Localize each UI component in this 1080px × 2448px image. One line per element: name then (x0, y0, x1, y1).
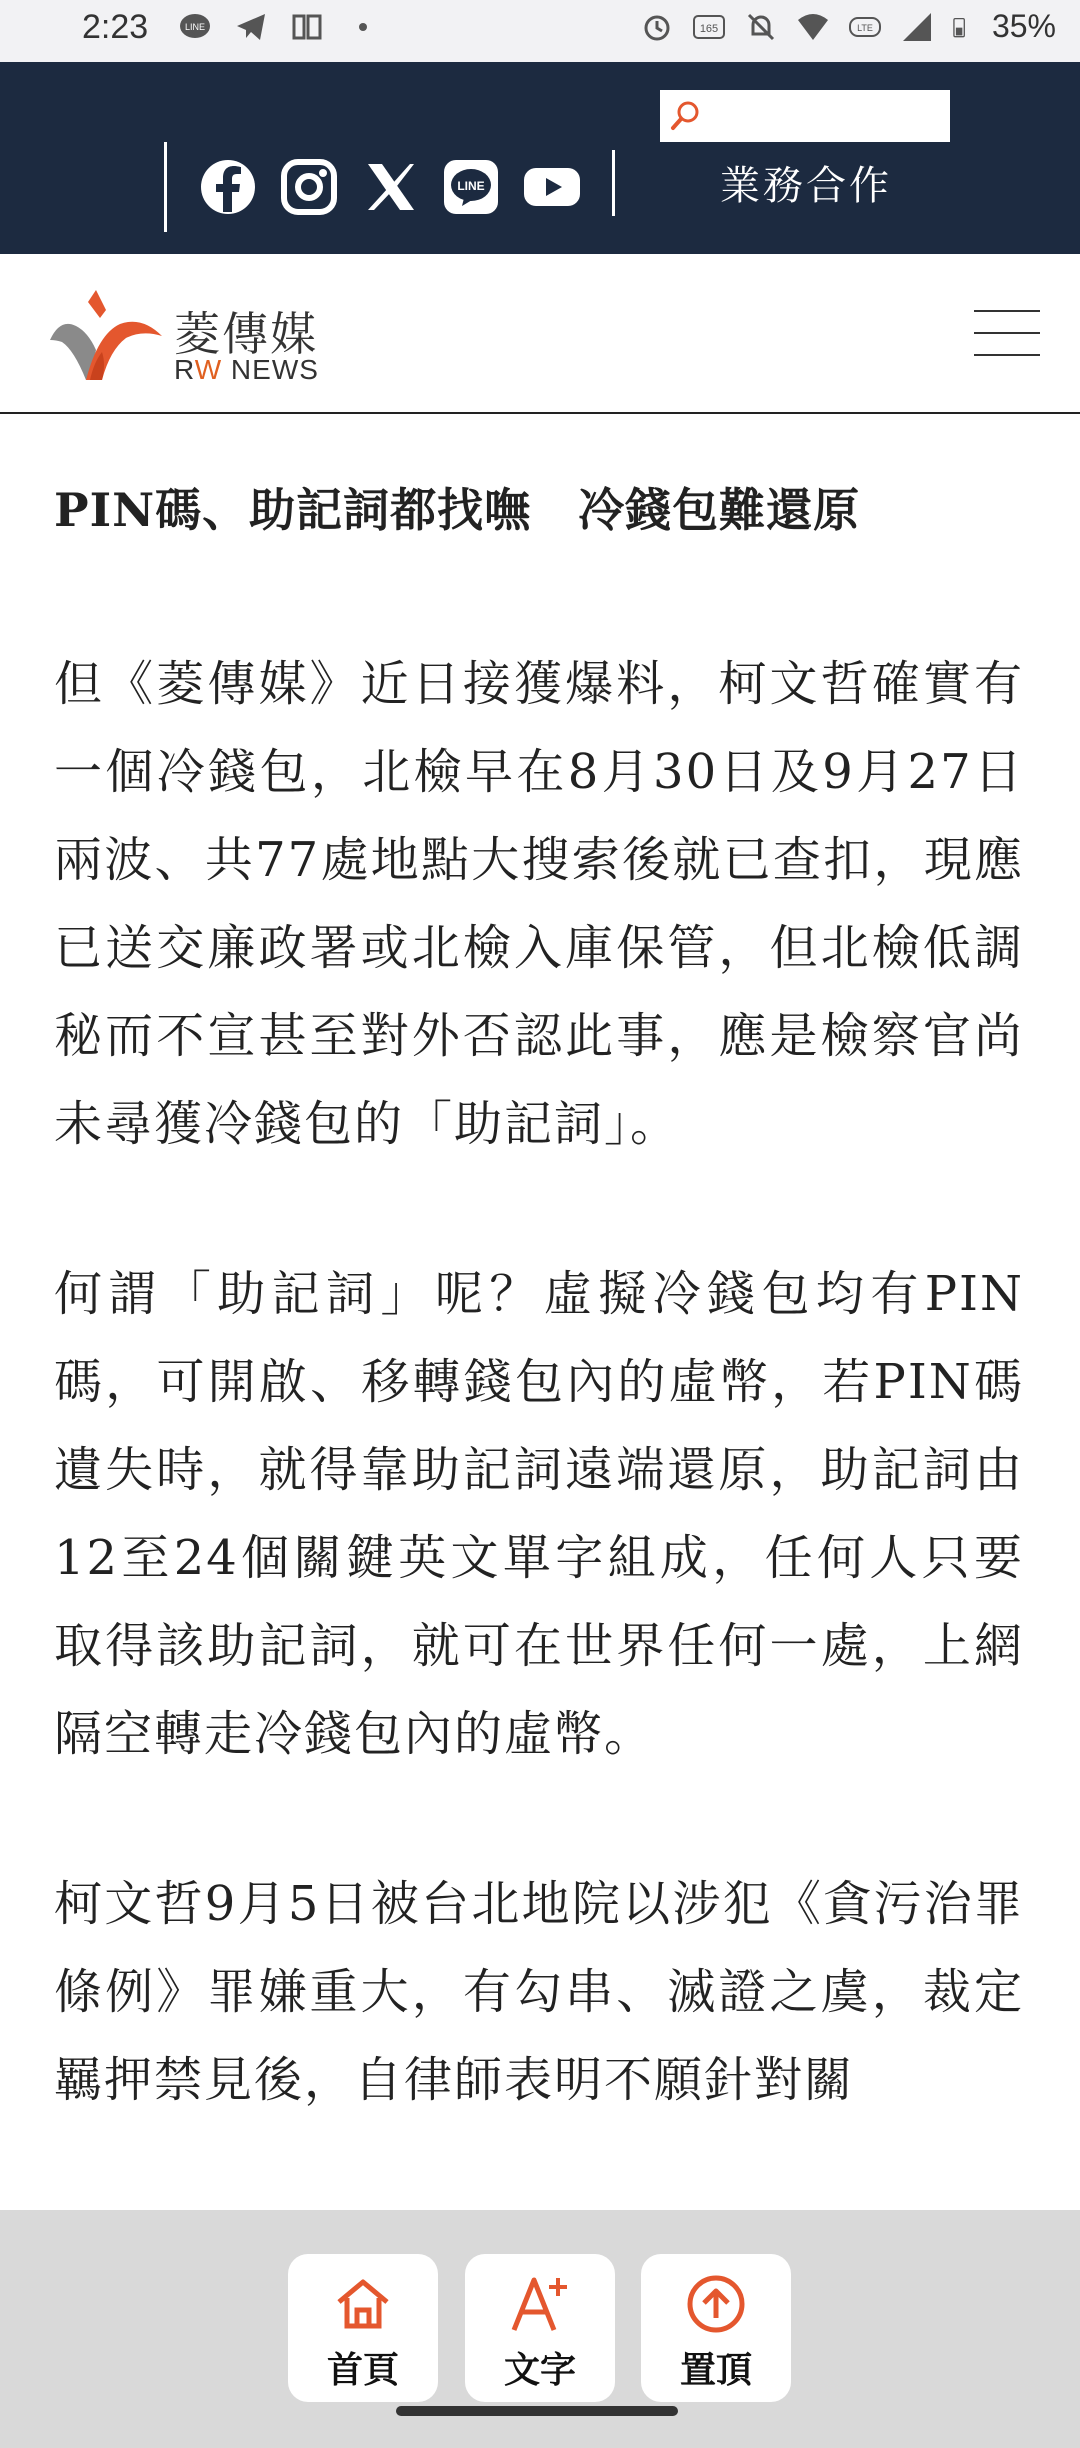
gesture-handle (396, 2406, 678, 2416)
battery-icon (952, 10, 974, 44)
svg-text:LINE: LINE (457, 179, 485, 193)
alarm-icon (640, 10, 674, 44)
back-to-top-label: 置頂 (679, 2350, 752, 2391)
article-paragraph: 何謂「助記詞」呢？虛擬冷錢包均有PIN碼，可開啟、移轉錢包內的虛幣，若PIN碼遺失時，就得靠助記詞遠端還原，助記詞由12至24個關鍵英文單字組成，任何人只要取得該助記詞，就可在世界任何一處，上網隔空轉走冷錢包內的虛幣。 (54, 1266, 1024, 1762)
article-subheading: PIN碼、助記詞都找嘸 冷錢包難還原 (54, 483, 861, 537)
logo-chinese: 菱傳媒 (174, 307, 318, 361)
youtube-icon (522, 164, 582, 210)
divider (164, 142, 167, 232)
rwnews-logo-icon (46, 280, 166, 390)
divider (612, 150, 615, 216)
dot-icon (346, 10, 380, 44)
logo-en-suffix: NEWS (222, 354, 319, 385)
svg-text:LTE: LTE (857, 22, 873, 33)
wifi-icon (796, 10, 830, 44)
logo-en-prefix: R (174, 354, 195, 385)
site-nav (0, 254, 1080, 414)
home-icon (331, 2272, 395, 2336)
status-bar (0, 0, 1080, 62)
logo-en-w: W (194, 354, 223, 385)
facebook-icon (199, 158, 257, 216)
font-size-button[interactable] (465, 2254, 615, 2402)
x-link[interactable] (360, 156, 422, 218)
hz-icon (692, 10, 726, 44)
facebook-link[interactable] (197, 156, 259, 218)
back-to-top-button[interactable] (641, 2254, 791, 2402)
top-header (0, 62, 1080, 254)
svg-text:LINE: LINE (184, 22, 206, 32)
search-icon (668, 98, 704, 134)
business-cooperation-link[interactable]: 業務合作 (720, 163, 892, 209)
volte-icon (848, 10, 882, 44)
line-icon (178, 10, 212, 44)
status-time: 2:23 (82, 8, 149, 46)
article-paragraph: 但《菱傳媒》近日接獲爆料，柯文哲確實有一個冷錢包，北檢早在8月30日及9月27日兩波、共77處地點大搜索後就已查扣，現應已送交廉政署或北檢入庫保管，但北檢低調秘而不宣甚至對外否認此事，應是檢察官尚未尋獲冷錢包的「助記詞」。 (54, 656, 1024, 1152)
font-size-label: 文字 (503, 2350, 576, 2391)
line-icon (442, 158, 500, 216)
battery-percent: 35% (991, 8, 1056, 44)
hamburger-menu-icon[interactable] (974, 310, 1040, 356)
arrow-up-circle-icon (684, 2272, 748, 2336)
svg-text:165: 165 (699, 22, 719, 35)
line-link[interactable] (440, 156, 502, 218)
home-button[interactable] (288, 2254, 438, 2402)
article-paragraph: 柯文哲9月5日被台北地院以涉犯《貪污治罪條例》罪嫌重大，有勾串、滅證之虞，裁定羈押禁見後，自律師表明不願針對關 (54, 1876, 1024, 2108)
search-input[interactable] (710, 96, 940, 136)
app-icon (290, 10, 324, 44)
mute-icon (744, 10, 778, 44)
youtube-link[interactable] (521, 156, 583, 218)
search-box[interactable] (660, 90, 950, 142)
home-label: 首頁 (326, 2350, 399, 2391)
article-body (54, 440, 1024, 2124)
signal-icon (900, 10, 934, 44)
instagram-link[interactable] (278, 156, 340, 218)
x-icon (364, 160, 418, 214)
telegram-icon (234, 10, 268, 44)
logo-english (174, 354, 319, 386)
instagram-icon (280, 158, 338, 216)
font-size-icon (508, 2272, 572, 2336)
